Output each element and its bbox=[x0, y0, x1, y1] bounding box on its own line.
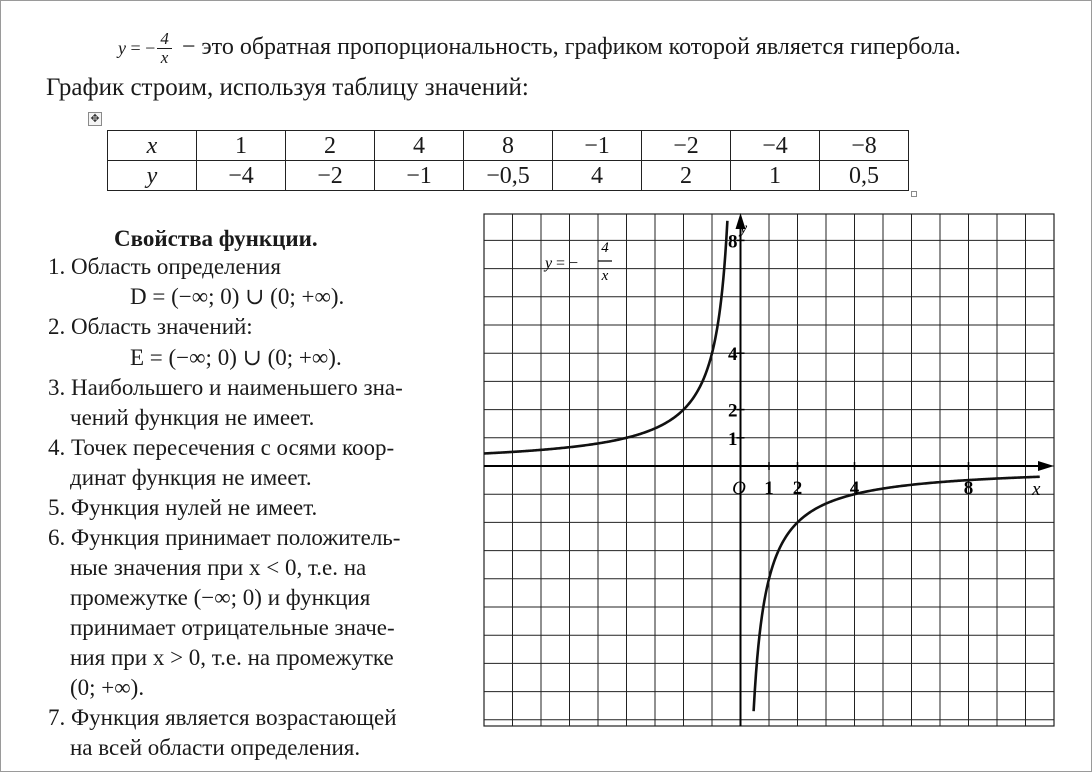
table-cell: 4 bbox=[553, 161, 642, 191]
property-line: (0; +∞). bbox=[70, 675, 145, 700]
property-line: промежутке (−∞; 0) и функция bbox=[70, 585, 371, 610]
table-cell: 8 bbox=[464, 131, 553, 161]
intro-frac-den: x bbox=[160, 48, 169, 67]
property-line: 6. Функция принимает положитель- bbox=[48, 525, 401, 550]
table-cell: −4 bbox=[731, 131, 820, 161]
intro-eq-minus: = − bbox=[126, 38, 156, 59]
x-axis-label: x bbox=[1032, 479, 1041, 500]
graph-formula-y: y bbox=[545, 255, 553, 272]
table-move-handle-icon[interactable]: ✥ bbox=[88, 112, 102, 126]
table-cell: 1 bbox=[731, 161, 820, 191]
property-line: ные значения при x < 0, т.е. на bbox=[70, 555, 367, 580]
table-cell: 2 bbox=[286, 131, 375, 161]
y-axis-label: y bbox=[740, 220, 748, 237]
graph-formula-num: 4 bbox=[601, 240, 609, 256]
intro-y-var: y bbox=[118, 38, 126, 59]
table-cell: 0,5 bbox=[820, 161, 909, 191]
y-tick-label: 2 bbox=[728, 400, 738, 422]
property-line: D = (−∞; 0) ∪ (0; +∞). bbox=[130, 284, 345, 309]
table-cell: −2 bbox=[642, 131, 731, 161]
table-cell: 2 bbox=[642, 161, 731, 191]
property-line: 4. Точек пересечения с осями коор- bbox=[48, 435, 395, 460]
property-line: 3. Наибольшего и наименьшего зна- bbox=[48, 375, 403, 400]
table-cell: −2 bbox=[286, 161, 375, 191]
property-line: 5. Функция нулей не имеет. bbox=[48, 495, 318, 520]
intro-text: − это обратная пропорциональность, графиком которой является гипербола. bbox=[175, 34, 961, 61]
graph-formula bbox=[543, 240, 612, 284]
table-caption: График строим, используя таблицу значений: bbox=[46, 74, 529, 101]
table-cell: −8 bbox=[820, 131, 909, 161]
table-header-y: y bbox=[108, 161, 197, 191]
x-tick-label: 1 bbox=[764, 478, 774, 499]
property-line: 7. Функция является возрастающей bbox=[48, 705, 397, 730]
y-tick-label: 1 bbox=[728, 428, 738, 450]
property-line: чений функция не имеет. bbox=[70, 405, 315, 430]
property-line: E = (−∞; 0) ∪ (0; +∞). bbox=[130, 345, 342, 370]
intro-frac-num: 4 bbox=[157, 30, 172, 49]
x-axis-arrow-icon bbox=[1038, 461, 1054, 471]
property-line: принимает отрицательные значе- bbox=[70, 615, 395, 640]
table-cell: −1 bbox=[553, 131, 642, 161]
origin-label: O bbox=[732, 478, 746, 499]
property-line: 2. Область значений: bbox=[48, 314, 253, 339]
table-cell: 1 bbox=[197, 131, 286, 161]
table-cell: −4 bbox=[197, 161, 286, 191]
property-line: динат функция не имеет. bbox=[70, 465, 312, 490]
property-line: на всей области определения. bbox=[70, 735, 361, 760]
y-tick-label: 8 bbox=[728, 231, 738, 253]
property-line: 1. Область определения bbox=[48, 254, 281, 279]
graph-formula-eq: = − bbox=[556, 255, 579, 272]
table-cell: 4 bbox=[375, 131, 464, 161]
x-tick-label: 2 bbox=[792, 478, 803, 499]
y-tick-label: 4 bbox=[728, 344, 738, 366]
table-cell: −0,5 bbox=[464, 161, 553, 191]
graph-formula-den: x bbox=[601, 268, 609, 284]
property-line: ния при x > 0, т.е. на промежутке bbox=[70, 645, 394, 670]
table-cell: −1 bbox=[375, 161, 464, 191]
properties-title: Свойства функции. bbox=[114, 226, 318, 251]
x-tick-label: 8 bbox=[963, 478, 974, 499]
x-tick-label: 4 bbox=[849, 478, 860, 499]
table-header-x: x bbox=[108, 131, 197, 161]
